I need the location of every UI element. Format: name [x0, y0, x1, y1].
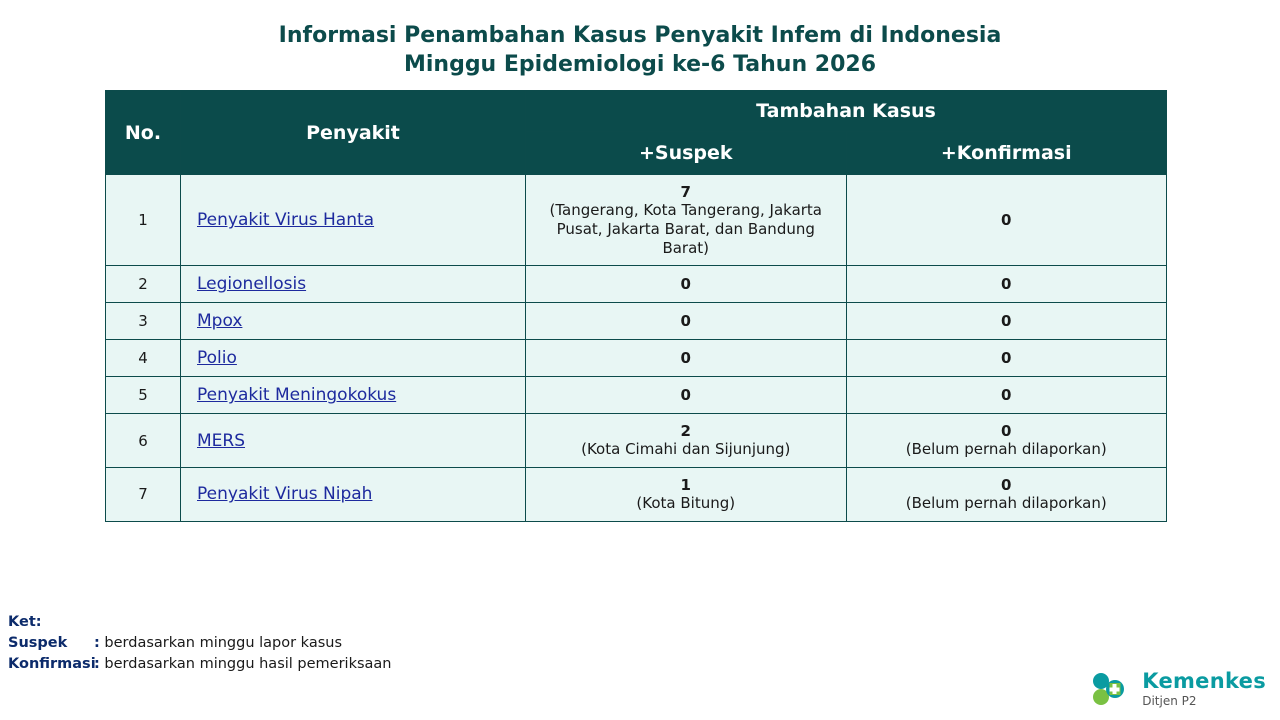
row-number: 1 [106, 175, 181, 266]
cases-table [105, 90, 1167, 522]
kemenkes-logo [1088, 666, 1266, 712]
disease-link[interactable]: Polio [197, 348, 237, 369]
page-title [0, 0, 1280, 79]
suspek-value: 0 [680, 386, 691, 405]
legend-label-konfirmasi: Konfirmasi [8, 656, 96, 673]
legend-text-suspek: berdasarkan minggu lapor kasus [104, 635, 343, 652]
disease-link[interactable]: Penyakit Virus Hanta [197, 210, 375, 231]
disease-cell [181, 303, 526, 340]
disease-cell [181, 340, 526, 377]
konfirmasi-note: (Belum pernah dilaporkan) [905, 440, 1107, 459]
row-number: 4 [106, 340, 181, 377]
suspek-value: 0 [680, 349, 691, 368]
legend-row-suspek [8, 633, 392, 654]
table-header-row-1 [106, 91, 1167, 132]
konfirmasi-value: 0 [1001, 386, 1012, 405]
legend-label-suspek: Suspek [8, 635, 68, 652]
suspek-cell [526, 303, 847, 340]
disease-cell [181, 175, 526, 266]
suspek-cell [526, 377, 847, 414]
cases-table-container [105, 90, 1167, 522]
konfirmasi-value: 0 [1001, 211, 1012, 230]
header-additional-cases: Tambahan Kasus [526, 91, 1167, 132]
legend-separator-konfirmasi: : [94, 656, 100, 673]
table-row [106, 175, 1167, 266]
konfirmasi-value: 0 [1001, 275, 1012, 294]
table-row [106, 377, 1167, 414]
legend [8, 612, 392, 675]
konfirmasi-cell [846, 414, 1167, 468]
disease-link[interactable]: MERS [197, 430, 246, 451]
suspek-note: (Kota Cimahi dan Sijunjung) [581, 440, 791, 459]
table-body [106, 175, 1167, 522]
table-row [106, 414, 1167, 468]
row-number: 5 [106, 377, 181, 414]
disease-link[interactable]: Legionellosis [197, 274, 307, 295]
konfirmasi-cell [846, 468, 1167, 522]
disease-link[interactable]: Penyakit Virus Nipah [197, 484, 373, 505]
konfirmasi-value: 0 [1001, 422, 1012, 441]
table-row [106, 468, 1167, 522]
konfirmasi-value: 0 [1001, 349, 1012, 368]
table-row [106, 266, 1167, 303]
suspek-cell [526, 414, 847, 468]
kemenkes-logo-text [1142, 670, 1266, 709]
table-row [106, 303, 1167, 340]
suspek-value: 2 [680, 422, 691, 441]
suspek-value: 1 [680, 476, 691, 494]
row-number: 3 [106, 303, 181, 340]
legend-row-konfirmasi [8, 654, 392, 675]
konfirmasi-value: 0 [1001, 312, 1012, 331]
row-number: 2 [106, 266, 181, 303]
table-row [106, 340, 1167, 377]
disease-cell [181, 266, 526, 303]
konfirmasi-cell [846, 175, 1167, 266]
header-disease: Penyakit [181, 91, 526, 175]
suspek-note: (Kota Bitung) [636, 494, 736, 512]
header-no: No. [106, 91, 181, 175]
konfirmasi-note: (Belum pernah dilaporkan) [905, 494, 1107, 512]
konfirmasi-cell [846, 340, 1167, 377]
suspek-value: 0 [680, 275, 691, 294]
suspek-cell [526, 468, 847, 522]
row-number: 7 [106, 468, 181, 522]
konfirmasi-value: 0 [1001, 476, 1012, 494]
logo-subtitle: Ditjen P2 [1142, 693, 1197, 708]
row-number: 6 [106, 414, 181, 468]
disease-link[interactable]: Penyakit Meningokokus [197, 385, 397, 406]
logo-name: Kemenkes [1142, 668, 1266, 693]
legend-title: Ket: [8, 614, 42, 630]
disease-link[interactable]: Mpox [197, 311, 243, 332]
suspek-cell [526, 340, 847, 377]
suspek-value: 7 [680, 183, 691, 201]
title-line-2: Minggu Epidemiologi ke-6 Tahun 2026 [403, 51, 877, 77]
suspek-value: 0 [680, 312, 691, 331]
header-konfirmasi: +Konfirmasi [846, 132, 1167, 175]
header-suspek: +Suspek [526, 132, 847, 175]
suspek-note: (Tangerang, Kota Tangerang, Jakarta Pusat, Jakarta Barat, dan Bandung Barat) [549, 201, 823, 257]
konfirmasi-cell [846, 266, 1167, 303]
legend-separator-suspek: : [94, 635, 100, 652]
disease-cell [181, 414, 526, 468]
legend-text-konfirmasi: berdasarkan minggu hasil pemeriksaan [104, 656, 392, 673]
table-head [106, 91, 1167, 175]
konfirmasi-cell [846, 377, 1167, 414]
disease-cell [181, 377, 526, 414]
kemenkes-logo-icon [1088, 666, 1134, 712]
title-line-1: Informasi Penambahan Kasus Penyakit Infem di Indonesia [278, 23, 1002, 48]
suspek-cell [526, 175, 847, 266]
suspek-cell [526, 266, 847, 303]
disease-cell [181, 468, 526, 522]
konfirmasi-cell [846, 303, 1167, 340]
